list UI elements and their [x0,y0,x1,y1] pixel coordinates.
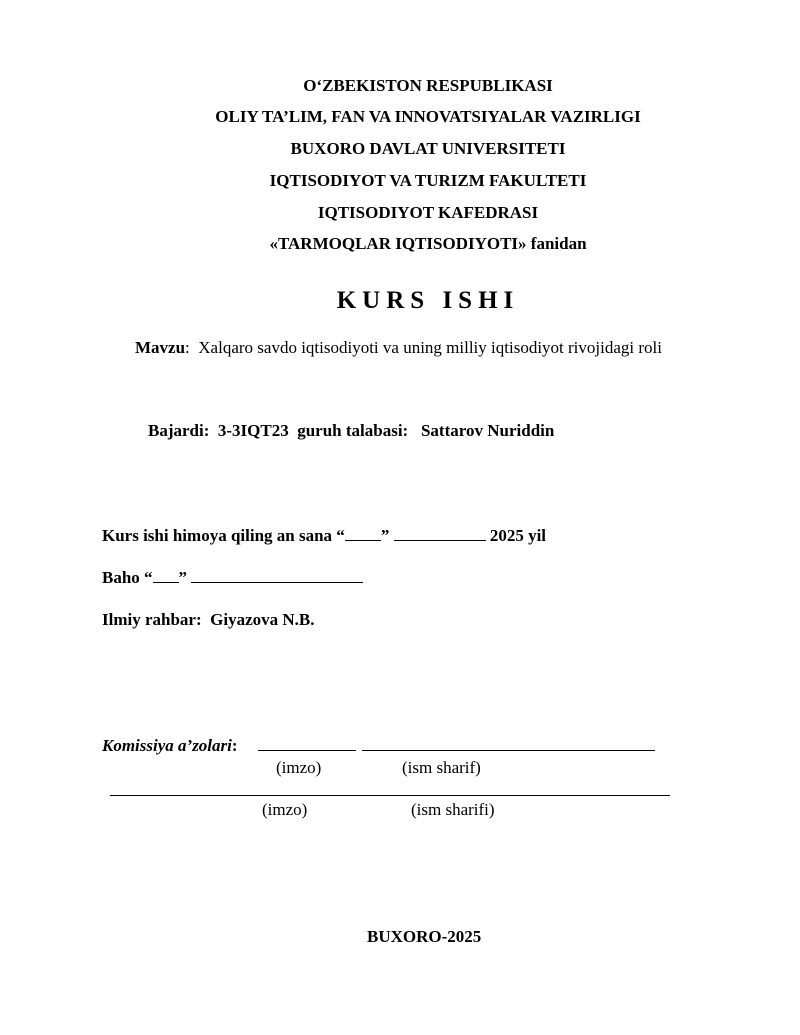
topic-line [135,338,662,358]
footer-city-year: BUXORO-2025 [367,927,482,946]
topic-text: Xalqaro savdo iqtisodiyoti va uning milliy iqtisodiyot rivojidagi roli [198,338,662,357]
grade-text-blank [191,568,363,583]
name-caption-1: (ism sharif) [402,758,481,777]
topic-separator: : [185,338,190,357]
signature-caption-1: (imzo) [276,758,322,777]
document-title: KURS ISHI [336,287,520,314]
grade-mid: ” [178,568,188,587]
header-university: BUXORO DAVLAT UNIVERSITETI [290,139,566,158]
defense-date-line [102,526,546,546]
defense-prefix: Kurs ishi himoya qiling an sana “ [102,526,345,545]
defense-day-blank [345,526,381,541]
header-department: IQTISODIYOT KAFEDRASI [317,203,539,222]
supervisor-line: Ilmiy rahbar: Giyazova N.B. [102,610,315,629]
commission-signature-line-1 [258,750,356,751]
commission-label: Komissiya a’zolari [102,736,232,755]
header-ministry: OLIY TA’LIM, FAN VA INNOVATSIYALAR VAZIRLIGI [215,107,641,126]
header-subject: «TARMOQLAR IQTISODIYOTI» fanidan [269,234,587,253]
header-faculty: IQTISODIYOT VA TURIZM FAKULTETI [269,171,587,190]
commission-line-2 [110,795,670,796]
name-caption-2: (ism sharifi) [411,800,495,819]
commission-name-line-1 [362,750,655,751]
header-country: O‘ZBEKISTON RESPUBLIKASI [303,76,553,95]
performer-line: Bajardi: 3-3IQT23 guruh talabasi: Sattarov Nuriddin [148,421,555,440]
defense-mid: ” [380,526,390,545]
topic-label: Mavzu [135,338,186,357]
signature-caption-2: (imzo) [262,800,308,819]
defense-suffix: 2025 yil [485,526,547,545]
grade-prefix: Baho “ [102,568,153,587]
grade-line [102,568,363,588]
grade-value-blank [153,568,179,583]
commission-line [102,736,238,756]
defense-month-blank [394,526,486,541]
commission-separator: : [231,736,238,755]
